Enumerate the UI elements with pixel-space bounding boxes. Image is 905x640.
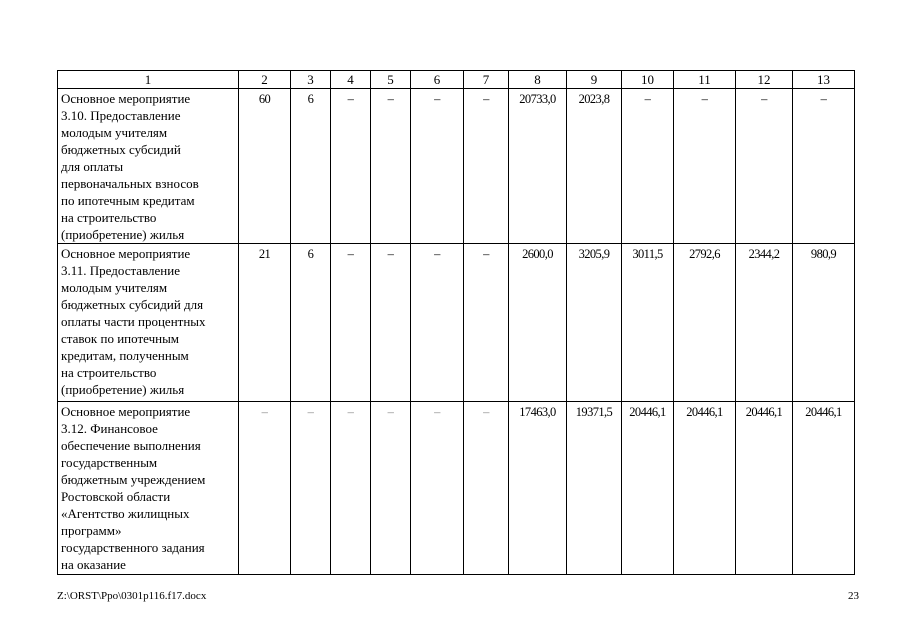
table-cell: – xyxy=(331,89,371,244)
column-header: 6 xyxy=(411,71,464,89)
table-cell: 2344,2 xyxy=(736,244,793,402)
table-cell: 3205,9 xyxy=(567,244,622,402)
table-cell: 20446,1 xyxy=(622,402,674,575)
program-table xyxy=(57,70,855,575)
table-cell: 60 xyxy=(239,89,291,244)
table-cell: 20446,1 xyxy=(736,402,793,575)
table-cell: – xyxy=(622,89,674,244)
table-row xyxy=(58,89,855,244)
table-cell: 3011,5 xyxy=(622,244,674,402)
table-cell: 20733,0 xyxy=(509,89,567,244)
header-row xyxy=(58,71,855,89)
table-cell: – xyxy=(411,89,464,244)
table-cell: – xyxy=(291,402,331,575)
column-header: 13 xyxy=(793,71,855,89)
column-header: 5 xyxy=(371,71,411,89)
table-cell: 980,9 xyxy=(793,244,855,402)
column-header: 1 xyxy=(58,71,239,89)
table-cell: 2792,6 xyxy=(674,244,736,402)
table-cell: – xyxy=(736,89,793,244)
table-cell: – xyxy=(371,244,411,402)
page-number: 23 xyxy=(848,590,859,602)
activity-description: Основное мероприятие 3.11. Предоставление молодым учителям бюджетных субсидий для оплаты части процентных ставок по ипотечным кредитам, полученным на строительство (приобретение) жилья xyxy=(58,244,239,402)
file-path-footer: Z:\ORST\Ppo\0301p116.f17.docx xyxy=(57,590,207,602)
table-cell: 19371,5 xyxy=(567,402,622,575)
table-cell: 20446,1 xyxy=(793,402,855,575)
table-cell: 21 xyxy=(239,244,291,402)
table-cell: 6 xyxy=(291,244,331,402)
table-cell: – xyxy=(371,89,411,244)
table-cell: 2600,0 xyxy=(509,244,567,402)
table-row xyxy=(58,402,855,575)
column-header: 9 xyxy=(567,71,622,89)
table-cell: – xyxy=(464,244,509,402)
column-header: 10 xyxy=(622,71,674,89)
table-cell: – xyxy=(331,402,371,575)
column-header: 7 xyxy=(464,71,509,89)
column-header: 11 xyxy=(674,71,736,89)
activity-description: Основное мероприятие 3.12. Финансовое обеспечение выполнения государственным бюджетным учреждением Ростовской области «Агентство жилищных программ» государственного задания на оказание xyxy=(58,402,239,575)
table-cell: – xyxy=(239,402,291,575)
table-cell: 2023,8 xyxy=(567,89,622,244)
column-header: 12 xyxy=(736,71,793,89)
table-cell: – xyxy=(411,244,464,402)
table-cell: – xyxy=(793,89,855,244)
table-cell: – xyxy=(331,244,371,402)
table-cell: 17463,0 xyxy=(509,402,567,575)
table-cell: – xyxy=(371,402,411,575)
table-row xyxy=(58,244,855,402)
column-header: 8 xyxy=(509,71,567,89)
column-header: 3 xyxy=(291,71,331,89)
column-header: 4 xyxy=(331,71,371,89)
table-cell: 20446,1 xyxy=(674,402,736,575)
table-cell: – xyxy=(464,402,509,575)
column-header: 2 xyxy=(239,71,291,89)
table-cell: 6 xyxy=(291,89,331,244)
table-cell: – xyxy=(674,89,736,244)
activity-description: Основное мероприятие 3.10. Предоставление молодым учителям бюджетных субсидий для оплаты первоначальных взносов по ипотечным кредитам на строительство (приобретение) жилья xyxy=(58,89,239,244)
table-cell: – xyxy=(411,402,464,575)
table-cell: – xyxy=(464,89,509,244)
